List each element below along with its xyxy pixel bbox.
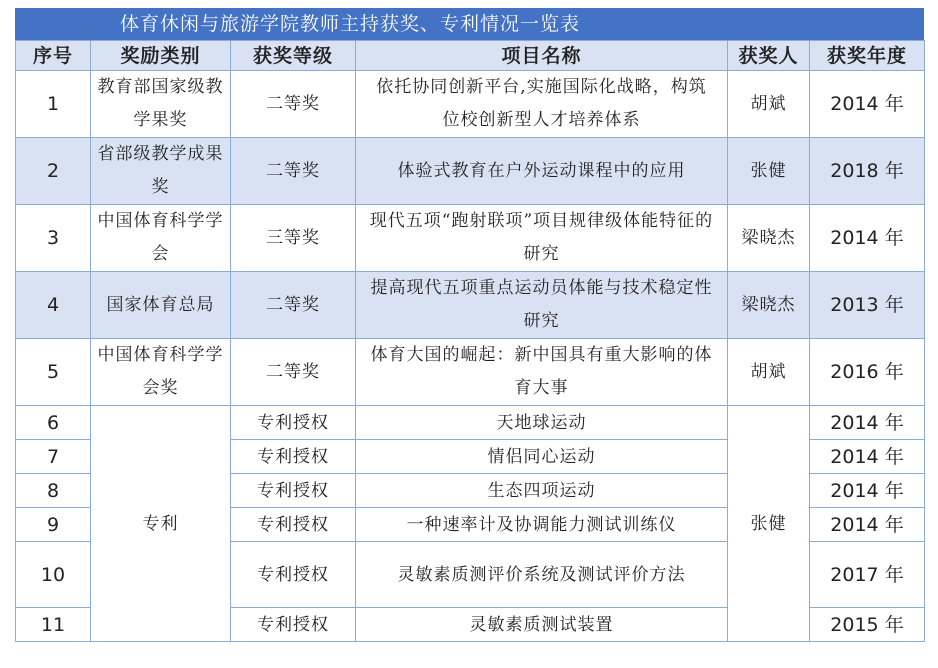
cell-level: 专利授权 — [231, 440, 356, 474]
cell-category: 中国体育科学学会奖 — [91, 339, 231, 406]
awards-table-container — [15, 8, 924, 642]
cell-category: 中国体育科学学会 — [91, 205, 231, 272]
cell-winner: 胡斌 — [728, 339, 810, 406]
cell-project: 情侣同心运动 — [356, 440, 728, 474]
cell-level: 专利授权 — [231, 608, 356, 642]
cell-level: 三等奖 — [231, 205, 356, 272]
awards-table — [15, 40, 925, 642]
header-category: 奖励类别 — [91, 41, 231, 71]
cell-level: 二等奖 — [231, 71, 356, 138]
cell-no: 3 — [16, 205, 91, 272]
cell-winner: 张健 — [728, 138, 810, 205]
cell-year: 2015 年 — [810, 608, 925, 642]
cell-level: 二等奖 — [231, 272, 356, 339]
table-title: 体育休闲与旅游学院教师主持获奖、专利情况一览表 — [15, 8, 924, 40]
table-row — [16, 406, 925, 440]
cell-no: 1 — [16, 71, 91, 138]
cell-year: 2014 年 — [810, 474, 925, 508]
cell-no: 11 — [16, 608, 91, 642]
cell-project: 现代五项“跑射联项”项目规律级体能特征的研究 — [356, 205, 728, 272]
cell-level: 二等奖 — [231, 138, 356, 205]
cell-no: 2 — [16, 138, 91, 205]
cell-project: 提高现代五项重点运动员体能与技术稳定性研究 — [356, 272, 728, 339]
cell-level: 专利授权 — [231, 406, 356, 440]
cell-patent-category: 专利 — [91, 406, 231, 642]
cell-no: 4 — [16, 272, 91, 339]
table-row — [16, 138, 925, 205]
cell-year: 2016 年 — [810, 339, 925, 406]
cell-level: 专利授权 — [231, 508, 356, 542]
cell-no: 6 — [16, 406, 91, 440]
cell-patent-winner: 张健 — [728, 406, 810, 642]
cell-winner: 梁晓杰 — [728, 272, 810, 339]
cell-category: 国家体育总局 — [91, 272, 231, 339]
cell-project: 天地球运动 — [356, 406, 728, 440]
cell-year: 2014 年 — [810, 508, 925, 542]
cell-year: 2014 年 — [810, 71, 925, 138]
cell-project: 一种速率计及协调能力测试训练仪 — [356, 508, 728, 542]
cell-project: 灵敏素质测评价系统及测试评价方法 — [356, 542, 728, 608]
cell-winner: 胡斌 — [728, 71, 810, 138]
header-row — [16, 41, 925, 71]
cell-project: 体验式教育在户外运动课程中的应用 — [356, 138, 728, 205]
cell-year: 2018 年 — [810, 138, 925, 205]
cell-no: 9 — [16, 508, 91, 542]
cell-level: 二等奖 — [231, 339, 356, 406]
header-winner: 获奖人 — [728, 41, 810, 71]
cell-year: 2014 年 — [810, 440, 925, 474]
header-project: 项目名称 — [356, 41, 728, 71]
header-year: 获奖年度 — [810, 41, 925, 71]
table-row — [16, 205, 925, 272]
table-row — [16, 71, 925, 138]
cell-year: 2014 年 — [810, 205, 925, 272]
cell-level: 专利授权 — [231, 542, 356, 608]
cell-no: 7 — [16, 440, 91, 474]
cell-category: 省部级教学成果奖 — [91, 138, 231, 205]
cell-year: 2014 年 — [810, 406, 925, 440]
cell-project: 依托协同创新平台,实施国际化战略，构筑位校创新型人才培养体系 — [356, 71, 728, 138]
header-no: 序号 — [16, 41, 91, 71]
cell-year: 2013 年 — [810, 272, 925, 339]
header-level: 获奖等级 — [231, 41, 356, 71]
table-row — [16, 339, 925, 406]
cell-project: 灵敏素质测试装置 — [356, 608, 728, 642]
cell-project: 体育大国的崛起：新中国具有重大影响的体育大事 — [356, 339, 728, 406]
cell-category: 教育部国家级教学果奖 — [91, 71, 231, 138]
table-row — [16, 272, 925, 339]
cell-level: 专利授权 — [231, 474, 356, 508]
cell-no: 5 — [16, 339, 91, 406]
cell-no: 10 — [16, 542, 91, 608]
cell-project: 生态四项运动 — [356, 474, 728, 508]
cell-winner: 梁晓杰 — [728, 205, 810, 272]
cell-no: 8 — [16, 474, 91, 508]
cell-year: 2017 年 — [810, 542, 925, 608]
